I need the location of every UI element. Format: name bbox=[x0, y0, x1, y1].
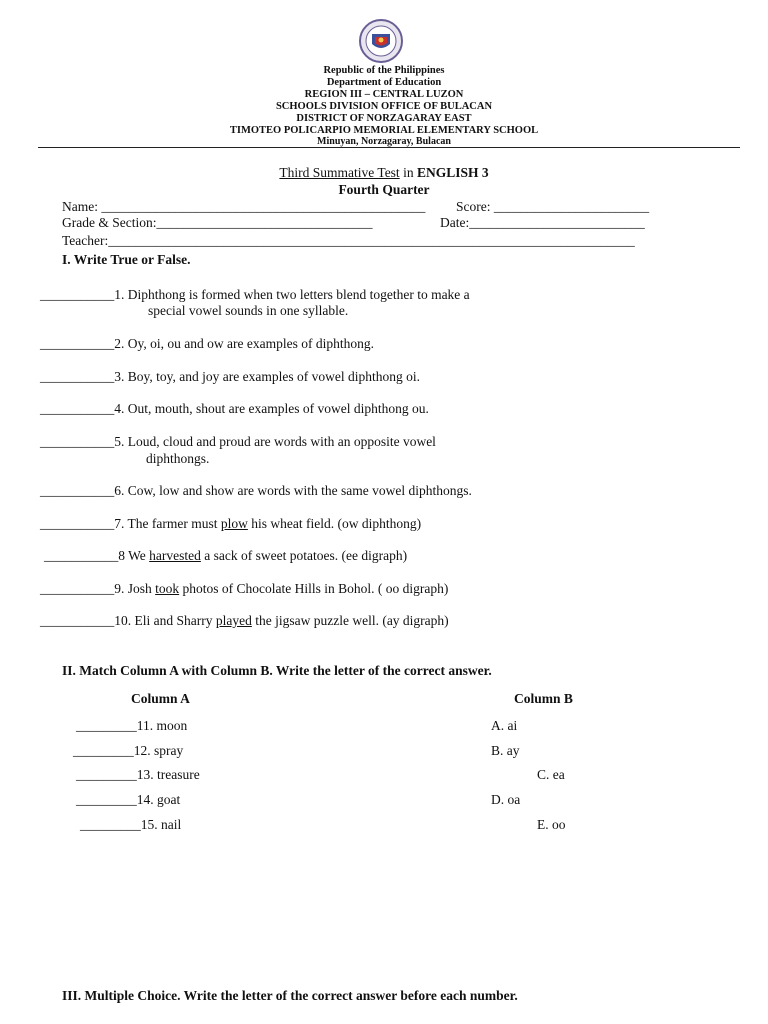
item-text-end: photos of Chocolate Hills in Bohol. ( oo digraph) bbox=[179, 581, 449, 596]
tf-item-2 bbox=[40, 336, 374, 352]
name-field[interactable]: Name: ________________________________________________ bbox=[62, 199, 426, 214]
answer-blank[interactable]: ___________ bbox=[40, 434, 115, 449]
section3-heading: III. Multiple Choice. Write the letter of the correct answer before each number. bbox=[62, 988, 518, 1003]
item-text: Loud, cloud and proud are words with an opposite vowel bbox=[127, 434, 436, 449]
column-a-header: Column A bbox=[131, 691, 190, 706]
header-district: DISTRICT OF NORZAGARAY EAST bbox=[296, 113, 472, 124]
choice-a: A. ai bbox=[491, 718, 518, 733]
header-school: TIMOTEO POLICARPIO MEMORIAL ELEMENTARY SCHOOL bbox=[229, 125, 539, 136]
item-text: Oy, oi, ou and ow are examples of diphthong. bbox=[127, 336, 374, 351]
match-item-15[interactable]: _________15. nail bbox=[80, 817, 182, 832]
tf-item-5 bbox=[40, 434, 436, 450]
choice-c: C. ea bbox=[537, 767, 565, 782]
answer-blank[interactable]: ___________ bbox=[40, 581, 115, 596]
answer-blank[interactable]: ___________ bbox=[40, 336, 115, 351]
answer-blank[interactable]: ___________ bbox=[44, 548, 119, 563]
item-number: 4. bbox=[114, 401, 128, 416]
item-number: 7. bbox=[114, 516, 128, 531]
item-text: Eli and Sharry bbox=[134, 613, 216, 628]
header-division: SCHOOLS DIVISION OFFICE OF BULACAN bbox=[275, 101, 493, 112]
item-number: 9. bbox=[114, 581, 128, 596]
choice-b: B. ay bbox=[491, 743, 520, 758]
tf-item-6 bbox=[40, 483, 472, 499]
item-number: 1. bbox=[114, 287, 128, 302]
item-number: 6. bbox=[114, 483, 128, 498]
underlined-word: took bbox=[155, 581, 180, 596]
date-field[interactable]: Date:__________________________ bbox=[440, 215, 645, 230]
tf-item-1-cont: special vowel sounds in one syllable. bbox=[148, 303, 349, 318]
tf-item-9 bbox=[40, 581, 448, 597]
underlined-word: plow bbox=[220, 516, 248, 531]
tf-item-8 bbox=[44, 548, 407, 564]
match-item-14[interactable]: _________14. goat bbox=[76, 792, 181, 807]
tf-item-5-cont: diphthongs. bbox=[146, 451, 210, 466]
item-number: 10. bbox=[114, 613, 135, 628]
item-number: 5. bbox=[114, 434, 128, 449]
answer-blank[interactable]: ___________ bbox=[40, 401, 115, 416]
item-text: Josh bbox=[127, 581, 156, 596]
underlined-word: harvested bbox=[149, 548, 201, 563]
tf-item-3 bbox=[40, 369, 420, 385]
header-republic: Republic of the Philippines bbox=[323, 65, 445, 76]
answer-blank[interactable]: ___________ bbox=[40, 287, 115, 302]
test-title-mid: in bbox=[399, 165, 417, 180]
answer-blank[interactable]: ___________ bbox=[40, 483, 115, 498]
item-text: Boy, toy, and joy are examples of vowel diphthong oi. bbox=[127, 369, 420, 384]
underlined-word: played bbox=[215, 613, 252, 628]
section1-heading: I. Write True or False. bbox=[62, 252, 191, 267]
grade-section-field[interactable]: Grade & Section:________________________________ bbox=[62, 215, 373, 230]
tf-item-4 bbox=[40, 401, 429, 417]
section2-heading: II. Match Column A with Column B. Write the letter of the correct answer. bbox=[62, 663, 492, 678]
test-subject: ENGLISH 3 bbox=[416, 165, 489, 180]
choice-e: E. oo bbox=[537, 817, 566, 832]
match-item-12[interactable]: _________12. spray bbox=[73, 743, 184, 758]
header-divider bbox=[38, 147, 740, 148]
answer-blank[interactable]: ___________ bbox=[40, 613, 115, 628]
header-address: Minuyan, Norzagaray, Bulacan bbox=[317, 136, 451, 147]
item-text: Diphthong is formed when two letters blend together to make a bbox=[127, 287, 470, 302]
answer-blank[interactable]: ___________ bbox=[40, 369, 115, 384]
deped-seal-icon bbox=[355, 18, 407, 64]
item-number: 8 bbox=[118, 548, 129, 563]
match-item-11[interactable]: _________11. moon bbox=[76, 718, 188, 733]
header-department: Department of Education bbox=[326, 77, 442, 88]
item-text-end: his wheat field. (ow diphthong) bbox=[247, 516, 422, 531]
column-b-header: Column B bbox=[514, 691, 573, 706]
quarter-label: Fourth Quarter bbox=[338, 182, 430, 197]
item-number: 3. bbox=[114, 369, 128, 384]
item-text-end: the jigsaw puzzle well. (ay digraph) bbox=[251, 613, 449, 628]
item-text-end: a sack of sweet potatoes. (ee digraph) bbox=[200, 548, 408, 563]
test-title-underlined: Third Summative Test bbox=[279, 165, 400, 180]
choice-d: D. oa bbox=[491, 792, 521, 807]
answer-blank[interactable]: ___________ bbox=[40, 516, 115, 531]
header-region: REGION III – CENTRAL LUZON bbox=[304, 89, 464, 100]
item-number: 2. bbox=[114, 336, 128, 351]
item-text: Cow, low and show are words with the same vowel diphthongs. bbox=[127, 483, 472, 498]
test-title bbox=[0, 165, 768, 181]
item-text: We bbox=[128, 548, 150, 563]
score-field[interactable]: Score: _______________________ bbox=[456, 199, 650, 214]
match-item-13[interactable]: _________13. treasure bbox=[76, 767, 200, 782]
item-text: Out, mouth, shout are examples of vowel diphthong ou. bbox=[127, 401, 429, 416]
item-text: The farmer must bbox=[127, 516, 221, 531]
tf-item-10 bbox=[40, 613, 449, 629]
tf-item-7 bbox=[40, 516, 421, 532]
tf-item-1 bbox=[40, 287, 470, 303]
teacher-field[interactable]: Teacher:______________________________________________________________________________ bbox=[62, 233, 635, 248]
